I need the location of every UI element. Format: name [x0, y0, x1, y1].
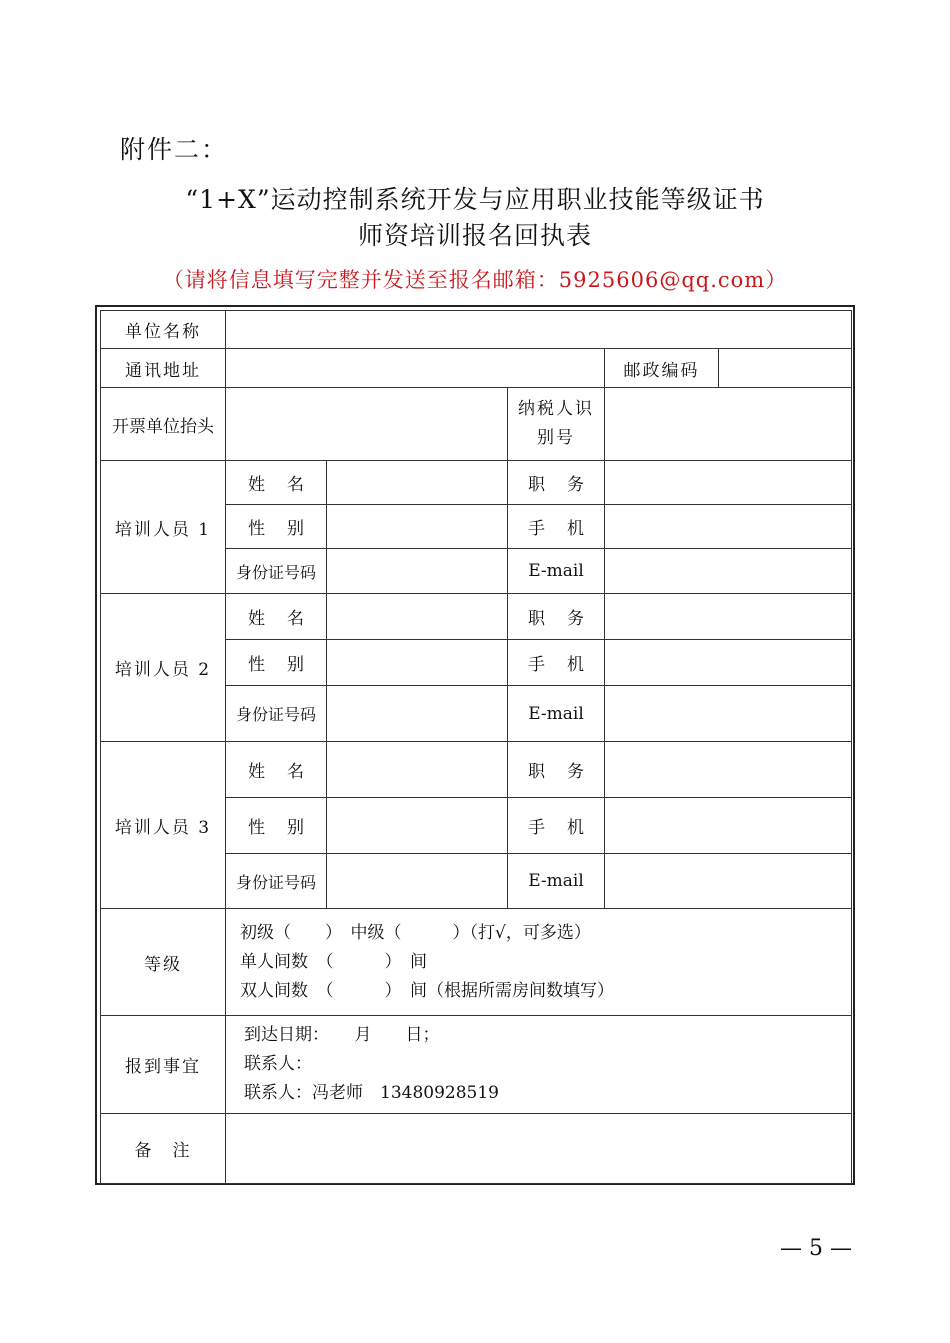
row-level	[101, 909, 852, 1016]
invoice-title-label: 开票单位抬头	[101, 388, 226, 461]
trainee-3-name-label: 姓 名	[226, 742, 327, 798]
level-options: 初级（ ） 中级（ ）（打√，可多选）	[240, 922, 591, 943]
trainee-1-id-label: 身份证号码	[226, 549, 327, 594]
trainee-2-id-field[interactable]	[327, 686, 508, 742]
trainee-2-name-field[interactable]	[327, 594, 508, 640]
registration-table	[100, 310, 852, 1184]
trainee-2-email-field[interactable]	[605, 686, 852, 742]
trainee-1-email-field[interactable]	[605, 549, 852, 594]
tax-id-label	[508, 388, 605, 461]
trainee-1-position-label: 职 务	[508, 461, 605, 505]
trainee-2-mobile-field[interactable]	[605, 640, 852, 686]
trainee-3-email-field[interactable]	[605, 854, 852, 909]
trainee-1-name-field[interactable]	[327, 461, 508, 505]
trainee-2-row-name	[101, 594, 852, 640]
attachment-label: 附件二：	[120, 135, 229, 164]
submission-note: （请将信息填写完整并发送至报名邮箱：5925606@qq.com）	[162, 268, 788, 292]
unit-name-field[interactable]	[226, 311, 852, 349]
trainee-2-position-field[interactable]	[605, 594, 852, 640]
trainee-2-id-label: 身份证号码	[226, 686, 327, 742]
trainee-3-position-label: 职 务	[508, 742, 605, 798]
contact-feng: 联系人：冯老师 13480928519	[244, 1083, 499, 1103]
trainee-3-mobile-label: 手 机	[508, 798, 605, 854]
trainee-3-name-field[interactable]	[327, 742, 508, 798]
trainee-1-label: 培训人员 1	[101, 461, 226, 594]
trainee-3-mobile-field[interactable]	[605, 798, 852, 854]
report-field[interactable]	[226, 1016, 852, 1114]
trainee-2-label: 培训人员 2	[101, 594, 226, 742]
trainee-3-position-field[interactable]	[605, 742, 852, 798]
invoice-title-field[interactable]	[226, 388, 508, 461]
page-number: — 5 —	[780, 1236, 852, 1261]
postal-code-label: 邮政编码	[605, 349, 719, 388]
double-room-count: 双人间数 （ ） 间（根据所需房间数填写）	[240, 980, 614, 1001]
trainee-3-row-name	[101, 742, 852, 798]
row-invoice	[101, 388, 852, 461]
trainee-3-email-label: E-mail	[508, 854, 605, 909]
trainee-2-position-label: 职 务	[508, 594, 605, 640]
address-label: 通讯地址	[101, 349, 226, 388]
trainee-2-email-label: E-mail	[508, 686, 605, 742]
tax-id-field[interactable]	[605, 388, 852, 461]
level-label: 等级	[101, 909, 226, 1016]
row-remarks	[101, 1114, 852, 1184]
trainee-1-gender-field[interactable]	[327, 505, 508, 549]
trainee-1-id-field[interactable]	[327, 549, 508, 594]
postal-code-field[interactable]	[719, 349, 852, 388]
trainee-3-id-field[interactable]	[327, 854, 508, 909]
tax-id-label-line2: 别号	[537, 428, 575, 448]
arrival-date: 到达日期： 月 日；	[244, 1025, 440, 1045]
trainee-2-gender-field[interactable]	[327, 640, 508, 686]
trainee-3-gender-label: 性 别	[226, 798, 327, 854]
report-label: 报到事宜	[101, 1016, 226, 1114]
trainee-1-mobile-label: 手 机	[508, 505, 605, 549]
row-unit-name	[101, 311, 852, 349]
trainee-1-email-label: E-mail	[508, 549, 605, 594]
remarks-field[interactable]	[226, 1114, 852, 1184]
trainee-1-row-name	[101, 461, 852, 505]
form-title-line2: 师资培训报名回执表	[357, 221, 592, 250]
trainee-2-mobile-label: 手 机	[508, 640, 605, 686]
address-field[interactable]	[226, 349, 605, 388]
trainee-3-gender-field[interactable]	[327, 798, 508, 854]
trainee-1-gender-label: 性 别	[226, 505, 327, 549]
row-address	[101, 349, 852, 388]
single-room-count: 单人间数 （ ） 间	[240, 951, 427, 972]
trainee-3-id-label: 身份证号码	[226, 854, 327, 909]
trainee-2-gender-label: 性 别	[226, 640, 327, 686]
tax-id-label-line1: 纳税人识	[518, 399, 594, 419]
level-field[interactable]	[226, 909, 852, 1016]
contact-blank: 联系人：	[244, 1054, 312, 1074]
row-report	[101, 1016, 852, 1114]
trainee-3-label: 培训人员 3	[101, 742, 226, 909]
trainee-2-name-label: 姓 名	[226, 594, 327, 640]
trainee-1-position-field[interactable]	[605, 461, 852, 505]
trainee-1-name-label: 姓 名	[226, 461, 327, 505]
form-title-line1: “1+X”运动控制系统开发与应用职业技能等级证书	[185, 185, 765, 214]
unit-name-label: 单位名称	[101, 311, 226, 349]
trainee-1-mobile-field[interactable]	[605, 505, 852, 549]
remarks-label: 备 注	[101, 1114, 226, 1184]
